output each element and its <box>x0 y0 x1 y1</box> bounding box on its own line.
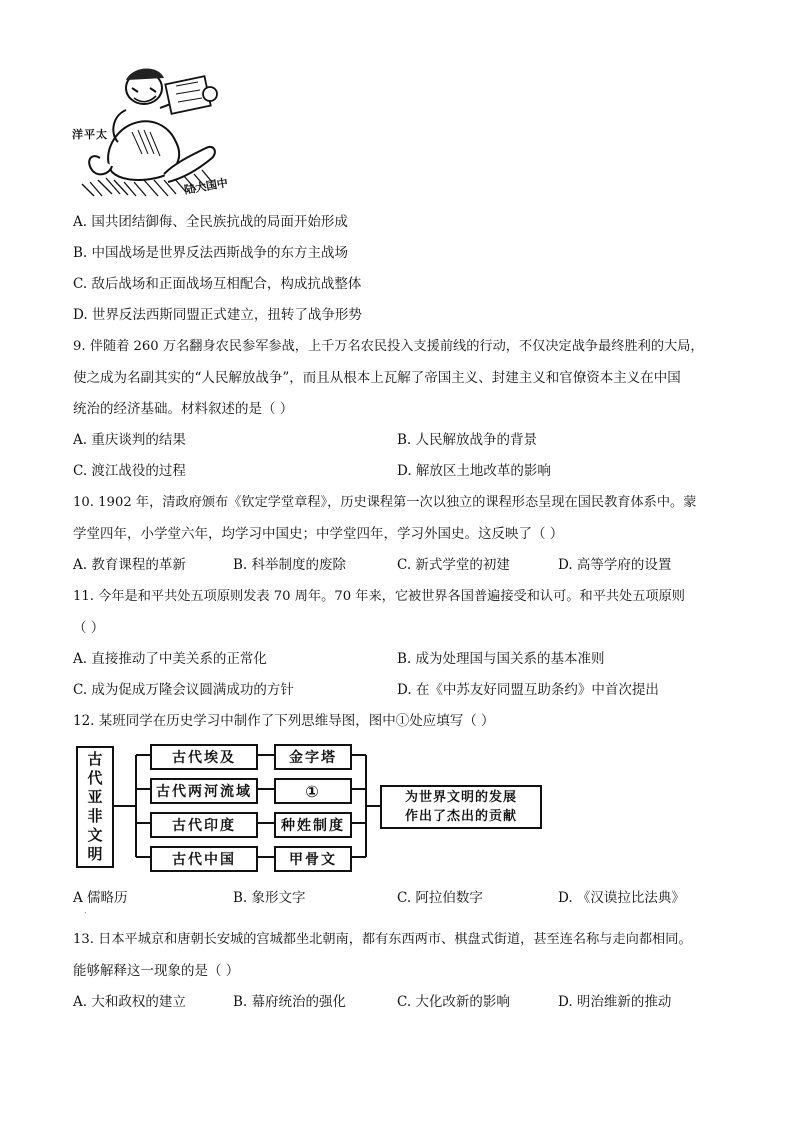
q10-option-a[interactable]: A. 教育课程的革新 <box>73 557 186 573</box>
q12-option-a[interactable]: A 儒略历 <box>73 890 128 906</box>
q11-option-d[interactable]: D. 在《中苏友好同盟互助条约》中首次提出 <box>397 682 659 698</box>
mind-map-diagram <box>76 740 546 870</box>
q8-option-c[interactable]: C. 敌后战场和正面战场互相配合，构成抗战整体 <box>73 276 362 292</box>
node-ancient-egypt: 古代埃及 <box>150 744 258 770</box>
q11-option-c[interactable]: C. 成为促成万隆会议圆满成功的方针 <box>73 682 294 698</box>
root-node-ancient-asia-africa <box>76 746 114 868</box>
root-char: 非 <box>87 807 103 825</box>
q9-stem-line-2: 使之成为名副其实的“人民解放战争”，而且从根本上瓦解了帝国主义、封建主义和官僚资本主义在中国 <box>73 370 681 386</box>
root-char: 代 <box>87 769 103 787</box>
q10-option-b[interactable]: B. 科举制度的废除 <box>233 557 347 573</box>
q11-option-b[interactable]: B. 成为处理国与国关系的基本准则 <box>397 651 605 667</box>
root-char: 亚 <box>87 788 103 806</box>
node-ancient-india: 古代印度 <box>150 812 258 838</box>
q10-stem-line-1: 10. 1902 年，清政府颁布《钦定学堂章程》，历史课程第一次以独立的课程形态呈现在国民教育体系中。蒙 <box>73 495 697 510</box>
q9-stem-line-1: 9. 伴随着 260 万名翻身农民参军参战，上千万名农民投入支援前线的行动，不仅决定战争最终胜利的大局， <box>73 339 704 354</box>
q13-stem-line-1: 13. 日本平城京和唐朝长安城的宫城都坐北朝南，都有东西两市、棋盘式街道，甚至连名称与走向都相同。 <box>73 932 692 947</box>
node-caste-system: 种姓制度 <box>274 812 352 838</box>
q9-option-b[interactable]: B. 人民解放战争的背景 <box>397 432 538 448</box>
node-blank-1: ① <box>274 778 352 804</box>
root-char: 古 <box>87 750 103 768</box>
q8-option-d[interactable]: D. 世界反法西斯同盟正式建立，扭转了战争形势 <box>73 307 362 323</box>
q13-option-a[interactable]: A. 大和政权的建立 <box>73 994 186 1010</box>
node-mesopotamia: 古代两河流域 <box>150 778 258 804</box>
q8-option-b[interactable]: B. 中国战场是世界反法西斯战争的东方主战场 <box>73 245 349 261</box>
q10-option-d[interactable]: D. 高等学府的设置 <box>558 557 672 573</box>
q12-stem-line-1: 12. 某班同学在历史学习中制作了下列思维导图，图中①处应填写（ ） <box>73 713 495 729</box>
q12-option-b[interactable]: B. 象形文字 <box>233 890 306 906</box>
cartoon-label-mainland: 陆大国中 <box>183 176 229 197</box>
q13-stem-line-2: 能够解释这一现象的是（ ） <box>73 963 240 979</box>
q13-option-d[interactable]: D. 明治维新的推动 <box>558 994 672 1010</box>
node-contribution <box>380 785 542 829</box>
cartoon-label-pacific: 洋平太 <box>72 128 108 141</box>
q13-option-c[interactable]: C. 大化改新的影响 <box>397 994 510 1010</box>
q11-option-a[interactable]: A. 直接推动了中美关系的正常化 <box>73 651 267 667</box>
q13-option-b[interactable]: B. 幕府统治的强化 <box>233 994 347 1010</box>
contribution-line-1: 为世界文明的发展 <box>404 790 517 805</box>
node-ancient-china: 古代中国 <box>150 846 258 872</box>
q12-option-d[interactable]: D. 《汉谟拉比法典》 <box>558 890 685 906</box>
root-char: 文 <box>87 826 103 844</box>
q9-option-a[interactable]: A. 重庆谈判的结果 <box>73 432 186 448</box>
q11-stem-line-1: 11. 今年是和平共处五项原则发表 70 周年。70 年来，它被世界各国普遍接受和认可。和平共处五项原则 <box>73 589 685 604</box>
node-pyramid: 金字塔 <box>274 744 352 770</box>
contribution-line-2: 作出了杰出的贡献 <box>404 809 517 824</box>
political-cartoon <box>72 62 240 202</box>
q12-option-c[interactable]: C. 阿拉伯数字 <box>397 890 483 906</box>
q9-option-c[interactable]: C. 渡江战役的过程 <box>73 463 186 479</box>
q8-option-a[interactable]: A. 国共团结御侮、全民族抗战的局面开始形成 <box>73 214 348 230</box>
q9-stem-line-3: 统治的经济基础。材料叙述的是（ ） <box>73 401 294 417</box>
node-oracle-bone: 甲骨文 <box>274 846 352 872</box>
q10-stem-line-2: 学堂四年，小学堂六年，均学习中国史；中学堂四年，学习外国史。这反映了（ ） <box>73 526 564 542</box>
q10-option-c[interactable]: C. 新式学堂的初建 <box>397 557 510 573</box>
q11-stem-line-2: （ ） <box>73 620 105 636</box>
stray-dot: . <box>84 906 87 915</box>
q9-option-d[interactable]: D. 解放区土地改革的影响 <box>397 463 551 479</box>
root-char: 明 <box>87 845 103 863</box>
